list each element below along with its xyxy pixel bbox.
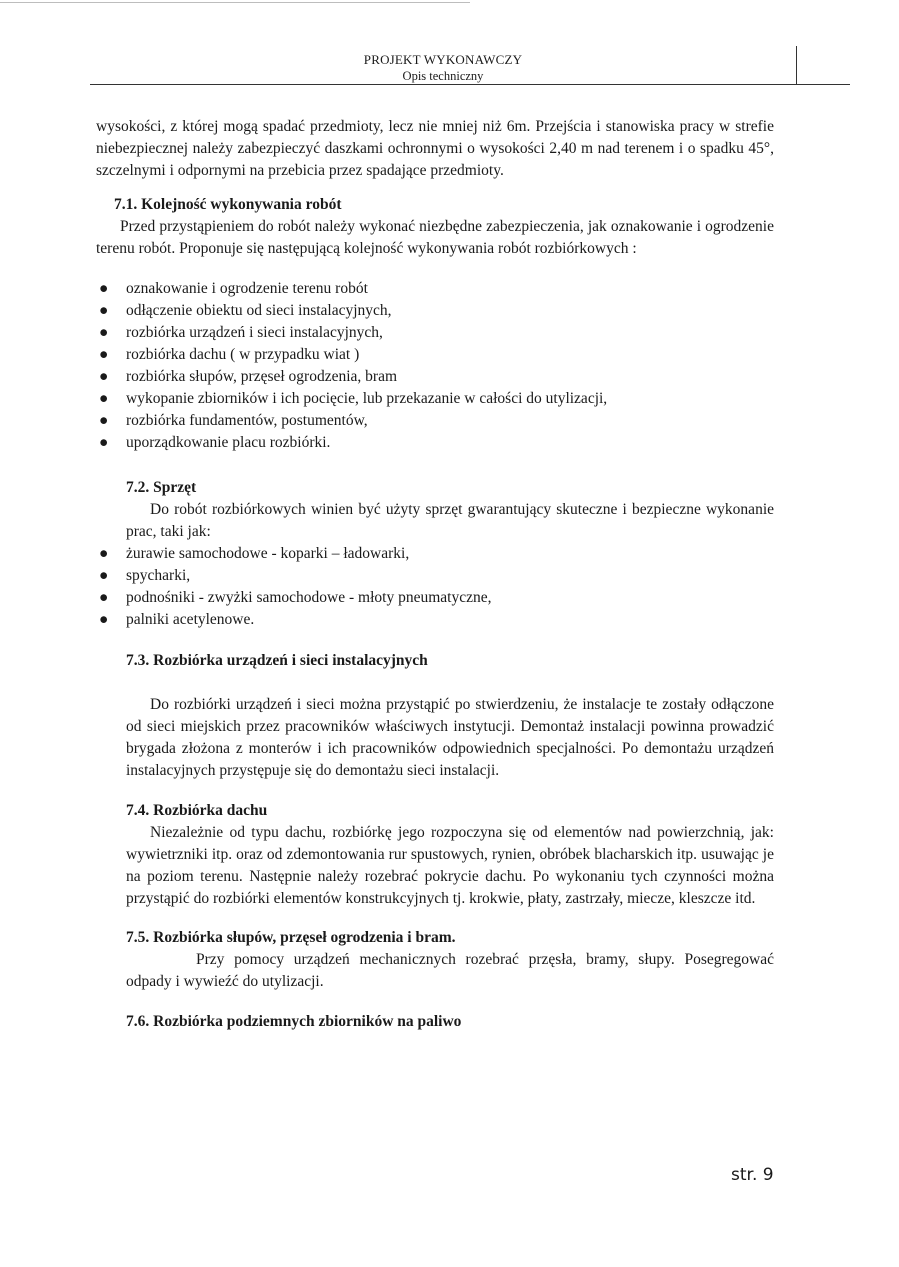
bullet-icon: ● (99, 324, 109, 341)
bullet-icon: ● (99, 589, 109, 606)
section-7-1-text: Przed przystąpieniem do robót należy wykonać niezbędne zabezpieczenia, jak oznakowanie i ogrodzenie terenu robót. Proponuje się następującą kolejność wykonywania robót rozbiórkowych : (96, 218, 774, 257)
bullet-icon: ● (99, 545, 109, 562)
list-item: ● podnośniki - zwyżki samochodowe - młoty pneumatyczne, (126, 587, 646, 609)
page-header (90, 52, 850, 86)
bullet-icon: ● (99, 390, 109, 407)
bullet-icon: ● (99, 611, 109, 628)
header-subtitle: Opis techniczny (402, 69, 484, 83)
list-item: ● wykopanie zbiorników i ich pocięcie, lub przekazanie w całości do utylizacji, (126, 388, 616, 410)
list-item: ● spycharki, (126, 565, 646, 587)
bullet-icon: ● (99, 302, 109, 319)
intro-paragraph: wysokości, z której mogą spadać przedmioty, lecz nie mniej niż 6m. Przejścia i stanowiska pracy w strefie niebezpiecznej należy zabezpieczyć daszkami ochronnymi o wysokości 2,40 m nad terenem i o spadku 45°, szczelnymi i odpornymi na przebicia przez spadające przedmioty. (96, 118, 774, 179)
list-item: ● żurawie samochodowe - koparki – ładowarki, (126, 543, 646, 565)
document-body (96, 116, 774, 1033)
section-heading-7-5: 7.5. Rozbiórka słupów, przęseł ogrodzenia i bram. (126, 929, 456, 946)
list-item: ● rozbiórka urządzeń i sieci instalacyjnych, (126, 322, 646, 344)
list-item: ● oznakowanie i ogrodzenie terenu robót (126, 278, 646, 300)
list-item: ● rozbiórka słupów, przęseł ogrodzenia, bram (126, 366, 646, 388)
page-number: str. 9 (731, 1165, 774, 1185)
bullet-icon: ● (99, 368, 109, 385)
bullet-icon: ● (99, 412, 109, 429)
list-item: ● rozbiórka fundamentów, postumentów, (126, 410, 646, 432)
bullet-icon: ● (99, 346, 109, 363)
bullet-icon: ● (99, 567, 109, 584)
list-item: ● odłączenie obiektu od sieci instalacyjnych, (126, 300, 646, 322)
section-7-1-list (99, 278, 646, 454)
section-heading-7-6: 7.6. Rozbiórka podziemnych zbiorników na paliwo (126, 1013, 462, 1030)
section-7-4-text: Niezależnie od typu dachu, rozbiórkę jego rozpoczyna się od elementów nad powierzchnią, jak: wywietrzniki itp. oraz od zdemontowania rur spustowych, rynien, obróbek blacharskich itp. usuwając je na poziom terenu. Następnie należy rozebrać pokrycie dachu. Po wykonaniu tych czynności można przystąpić do rozbiórki elementów konstrukcyjnych tj. krokwie, płaty, zastrzały, miecze, kleszcze itd. (126, 824, 774, 907)
section-7-3-text: Do rozbiórki urządzeń i sieci można przystąpić po stwierdzeniu, że instalacje te zostały odłączone od sieci miejskich przez pracowników właściwych instytucji. Demontaż instalacji powinna prowadzić brygada złożona z monterów i ich pracowników odpowiednich specjalności. Po demontażu urządzeń instalacyjnych przystępuje się do demontażu sieci instalacji. (126, 696, 774, 779)
header-title: PROJEKT WYKONAWCZY (363, 52, 523, 67)
list-item: ● uporządkowanie placu rozbiórki. (126, 432, 646, 454)
bullet-icon: ● (99, 434, 109, 451)
header-vertical-rule (796, 46, 797, 84)
section-heading-7-4: 7.4. Rozbiórka dachu (126, 802, 268, 819)
section-7-2-text: Do robót rozbiórkowych winien być użyty sprzęt gwarantujący skuteczne i bezpieczne wykonanie prac, taki jak: (126, 501, 774, 540)
header-rule (90, 84, 850, 85)
list-item: ● rozbiórka dachu ( w przypadku wiat ) (126, 344, 646, 366)
bullet-icon: ● (99, 280, 109, 297)
scan-edge-line (0, 2, 470, 3)
section-7-2-list (99, 543, 646, 631)
section-heading-7-3: 7.3. Rozbiórka urządzeń i sieci instalacyjnych (126, 652, 428, 669)
list-item: ● palniki acetylenowe. (126, 609, 646, 631)
section-heading-7-2: 7.2. Sprzęt (126, 479, 197, 496)
section-7-5-text: Przy pomocy urządzeń mechanicznych rozebrać przęsła, bramy, słupy. Posegregować odpady i wywieźć do utylizacji. (126, 951, 774, 990)
section-heading-7-1: 7.1. Kolejność wykonywania robót (114, 196, 342, 213)
